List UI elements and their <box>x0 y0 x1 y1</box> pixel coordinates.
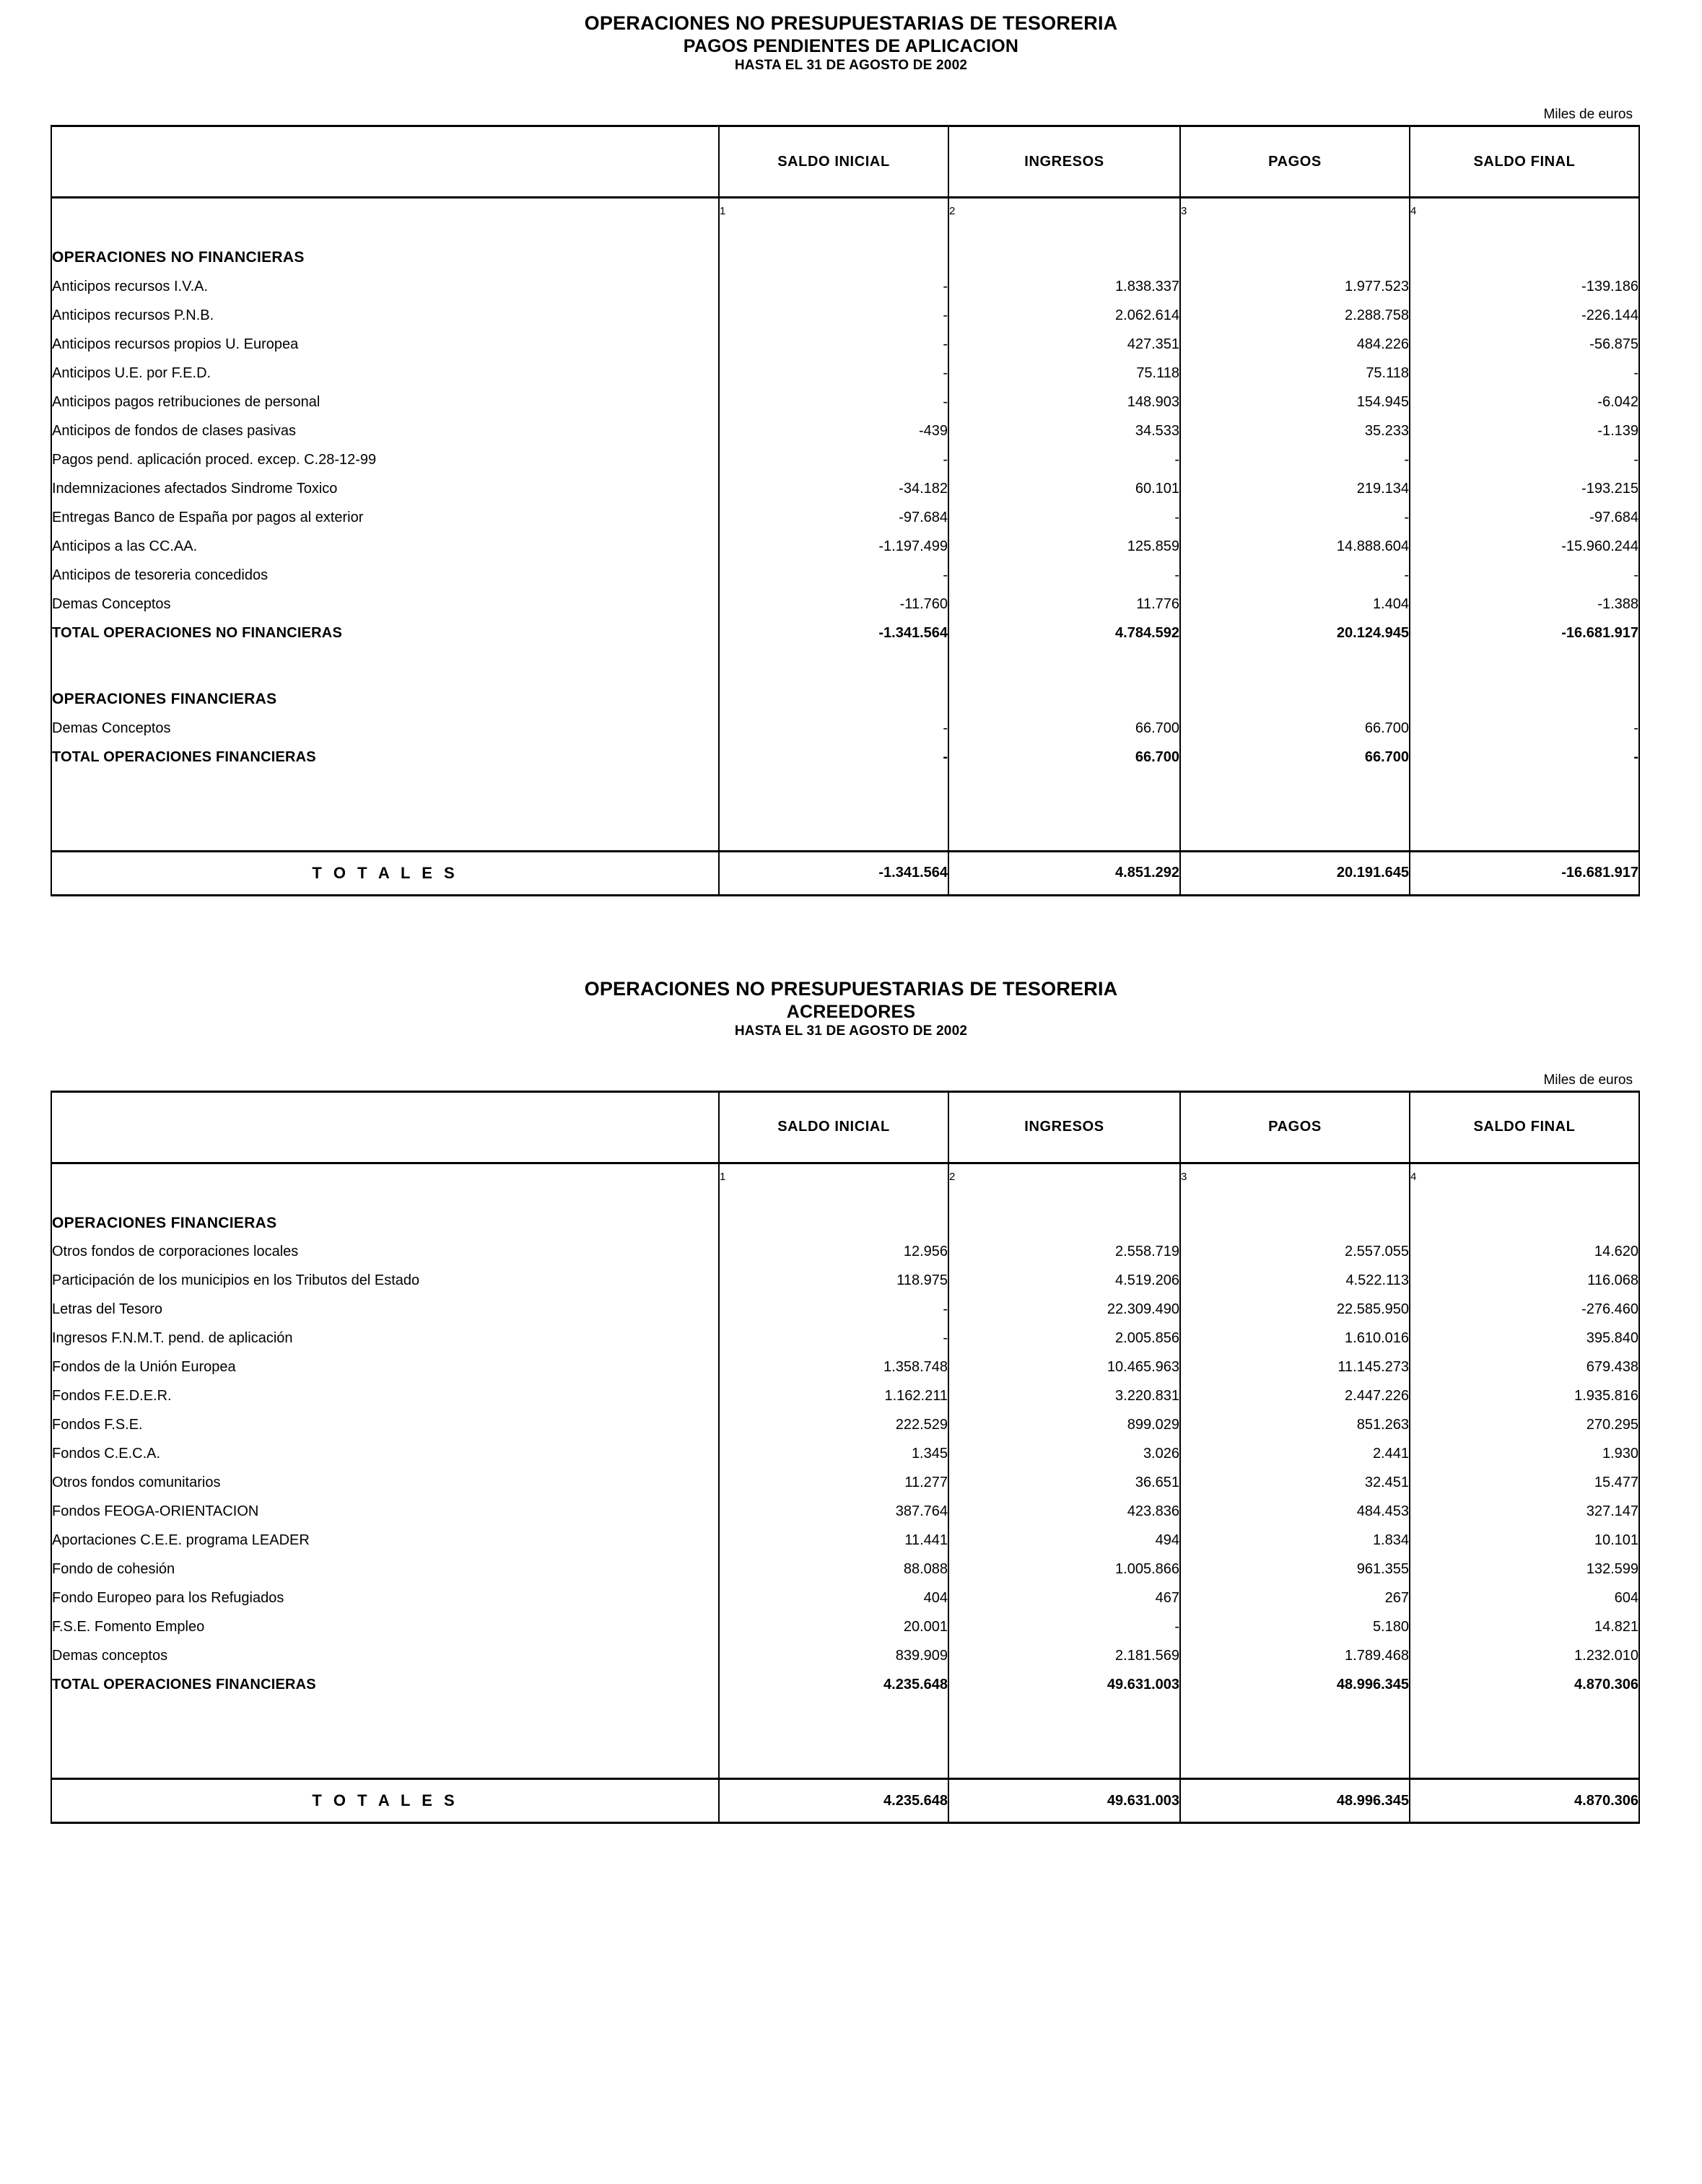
report-1-title-block <box>0 0 1702 75</box>
empty-cell <box>719 685 948 714</box>
frame-bottom-row <box>51 894 1639 896</box>
cell-saldo-final: 327.147 <box>1410 1498 1639 1526</box>
column-number-3: 3 <box>1180 1163 1410 1190</box>
cell-ingresos: 36.651 <box>948 1469 1180 1498</box>
table-row <box>51 1584 1639 1613</box>
cell-saldo-inicial: - <box>719 1324 948 1353</box>
section-total-ingresos: 49.631.003 <box>948 1671 1180 1700</box>
table-row <box>51 1296 1639 1324</box>
column-number-blank <box>51 1163 719 1190</box>
report-1-title-line-1: OPERACIONES NO PRESUPUESTARIAS DE TESORERIA <box>584 12 1118 34</box>
row-label: Participación de los municipios en los Tributos del Estado <box>51 1267 719 1296</box>
section-total-saldo-inicial: 4.235.648 <box>719 1671 948 1700</box>
cell-pagos: 14.888.604 <box>1180 532 1410 561</box>
cell-saldo-inicial: 222.529 <box>719 1411 948 1440</box>
section-total-pagos: 20.124.945 <box>1180 619 1410 647</box>
column-header-saldo-final: SALDO FINAL <box>1410 1091 1639 1163</box>
cell-saldo-inicial: - <box>719 359 948 388</box>
grand-total-saldo-inicial: 4.235.648 <box>719 1779 948 1822</box>
cell-pagos: - <box>1180 561 1410 590</box>
grand-total-saldo-inicial: -1.341.564 <box>719 851 948 894</box>
section-heading-operaciones-no-financieras: OPERACIONES NO FINANCIERAS <box>51 243 719 272</box>
table-row <box>51 1469 1639 1498</box>
cell-pagos: 1.834 <box>1180 1526 1410 1555</box>
header-blank-cell <box>51 1091 719 1163</box>
cell-ingresos: 3.220.831 <box>948 1382 1180 1411</box>
report-2-title-block <box>0 977 1702 1041</box>
cell-saldo-final: - <box>1410 359 1639 388</box>
table-row <box>51 1440 1639 1469</box>
column-number-2: 2 <box>948 198 1180 225</box>
cell-saldo-inicial: - <box>719 301 948 330</box>
cell-pagos: 11.145.273 <box>1180 1353 1410 1382</box>
cell-saldo-final: 116.068 <box>1410 1267 1639 1296</box>
cell-ingresos: 427.351 <box>948 330 1180 359</box>
cell-saldo-inicial: 88.088 <box>719 1555 948 1584</box>
table-row <box>51 1353 1639 1382</box>
column-number-row <box>51 1163 1639 1190</box>
empty-cell <box>1180 1209 1410 1238</box>
table-header-row <box>51 1091 1639 1163</box>
cell-pagos: 851.263 <box>1180 1411 1410 1440</box>
table-row <box>51 388 1639 416</box>
cell-pagos: 1.610.016 <box>1180 1324 1410 1353</box>
row-label: Otros fondos comunitarios <box>51 1469 719 1498</box>
row-label: Anticipos recursos I.V.A. <box>51 272 719 301</box>
column-header-pagos: PAGOS <box>1180 1091 1410 1163</box>
report-1-units-caption: Miles de euros <box>1543 107 1633 123</box>
cell-saldo-inicial: 1.162.211 <box>719 1382 948 1411</box>
empty-cell <box>719 243 948 272</box>
table-row <box>51 474 1639 503</box>
cell-ingresos: 22.309.490 <box>948 1296 1180 1324</box>
row-label: Anticipos de tesoreria concedidos <box>51 561 719 590</box>
cell-ingresos: - <box>948 1613 1180 1642</box>
frame-bottom-row <box>51 1822 1639 1823</box>
column-number-row <box>51 198 1639 225</box>
cell-saldo-inicial: 118.975 <box>719 1267 948 1296</box>
row-label: Anticipos recursos P.N.B. <box>51 301 719 330</box>
empty-cell <box>1410 1209 1639 1238</box>
cell-pagos: 267 <box>1180 1584 1410 1613</box>
spacer-row <box>51 647 1639 685</box>
cell-saldo-inicial: -97.684 <box>719 503 948 532</box>
cell-saldo-final: -56.875 <box>1410 330 1639 359</box>
spacer-row <box>51 1190 1639 1209</box>
report-2-units-caption: Miles de euros <box>1543 1072 1633 1088</box>
cell-ingresos: - <box>948 561 1180 590</box>
report-2-title-line-3: HASTA EL 31 DE AGOSTO DE 2002 <box>734 1023 968 1039</box>
empty-cell <box>1410 685 1639 714</box>
cell-saldo-inicial: 404 <box>719 1584 948 1613</box>
cell-ingresos: 423.836 <box>948 1498 1180 1526</box>
cell-saldo-inicial: 839.909 <box>719 1642 948 1671</box>
cell-ingresos: 75.118 <box>948 359 1180 388</box>
table-row <box>51 532 1639 561</box>
row-label: Entregas Banco de España por pagos al exterior <box>51 503 719 532</box>
section-total-pagos: 48.996.345 <box>1180 1671 1410 1700</box>
cell-saldo-final: -97.684 <box>1410 503 1639 532</box>
cell-saldo-inicial: 12.956 <box>719 1238 948 1267</box>
cell-saldo-final: - <box>1410 714 1639 743</box>
cell-saldo-final: -193.215 <box>1410 474 1639 503</box>
section-total-row <box>51 743 1639 772</box>
row-label: F.S.E. Fomento Empleo <box>51 1613 719 1642</box>
cell-saldo-final: 270.295 <box>1410 1411 1639 1440</box>
grand-total-ingresos: 4.851.292 <box>948 851 1180 894</box>
cell-pagos: 2.447.226 <box>1180 1382 1410 1411</box>
section-total-label: TOTAL OPERACIONES FINANCIERAS <box>51 743 719 772</box>
section-total-ingresos: 4.784.592 <box>948 619 1180 647</box>
section-total-saldo-final: 4.870.306 <box>1410 1671 1639 1700</box>
cell-ingresos: 3.026 <box>948 1440 1180 1469</box>
row-label: Fondos de la Unión Europea <box>51 1353 719 1382</box>
table-row <box>51 1613 1639 1642</box>
cell-saldo-inicial: -11.760 <box>719 590 948 619</box>
cell-pagos: 961.355 <box>1180 1555 1410 1584</box>
report-1-title-line-2: PAGOS PENDIENTES DE APLICACION <box>683 35 1019 56</box>
cell-pagos: 1.977.523 <box>1180 272 1410 301</box>
table-row <box>51 1642 1639 1671</box>
cell-saldo-inicial: - <box>719 714 948 743</box>
cell-pagos: 2.288.758 <box>1180 301 1410 330</box>
cell-saldo-final: -276.460 <box>1410 1296 1639 1324</box>
table-row <box>51 1555 1639 1584</box>
cell-ingresos: 10.465.963 <box>948 1353 1180 1382</box>
cell-pagos: 75.118 <box>1180 359 1410 388</box>
grand-total-pagos: 20.191.645 <box>1180 851 1410 894</box>
cell-saldo-final: 132.599 <box>1410 1555 1639 1584</box>
column-header-saldo-inicial: SALDO INICIAL <box>719 1091 948 1163</box>
empty-cell <box>948 243 1180 272</box>
table-header-row <box>51 126 1639 198</box>
cell-saldo-final: 1.930 <box>1410 1440 1639 1469</box>
table-row <box>51 1411 1639 1440</box>
report-1-table-wrap <box>0 125 1702 896</box>
cell-pagos: - <box>1180 445 1410 474</box>
section-heading-operaciones-financieras: OPERACIONES FINANCIERAS <box>51 1209 719 1238</box>
column-number-1: 1 <box>719 1163 948 1190</box>
column-number-3: 3 <box>1180 198 1410 225</box>
empty-cell <box>948 1209 1180 1238</box>
cell-saldo-final: -139.186 <box>1410 272 1639 301</box>
table-row <box>51 301 1639 330</box>
report-1-table <box>51 125 1640 896</box>
report-2-table <box>51 1091 1640 1825</box>
column-header-saldo-inicial: SALDO INICIAL <box>719 126 948 198</box>
column-number-blank <box>51 198 719 225</box>
row-label: Demas Conceptos <box>51 590 719 619</box>
table-row <box>51 503 1639 532</box>
cell-ingresos: 34.533 <box>948 416 1180 445</box>
report-2-table-wrap <box>0 1091 1702 1825</box>
table-row <box>51 590 1639 619</box>
grand-total-label: T O T A L E S <box>51 1779 719 1822</box>
row-label: Fondo Europeo para los Refugiados <box>51 1584 719 1613</box>
spacer-row <box>51 1700 1639 1779</box>
cell-saldo-inicial: 1.345 <box>719 1440 948 1469</box>
cell-saldo-inicial: - <box>719 272 948 301</box>
report-2-title-line-1: OPERACIONES NO PRESUPUESTARIAS DE TESORERIA <box>584 977 1118 1000</box>
grand-total-row <box>51 851 1639 894</box>
header-blank-cell <box>51 126 719 198</box>
row-label: Anticipos a las CC.AA. <box>51 532 719 561</box>
row-label: Ingresos F.N.M.T. pend. de aplicación <box>51 1324 719 1353</box>
report-separator <box>0 896 1702 977</box>
table-row <box>51 330 1639 359</box>
cell-saldo-inicial: 11.277 <box>719 1469 948 1498</box>
report-2-title-line-2: ACREEDORES <box>786 1001 916 1022</box>
cell-saldo-final: 10.101 <box>1410 1526 1639 1555</box>
cell-ingresos: 125.859 <box>948 532 1180 561</box>
cell-pagos: 22.585.950 <box>1180 1296 1410 1324</box>
report-1-title-line-3: HASTA EL 31 DE AGOSTO DE 2002 <box>734 58 968 74</box>
table-row <box>51 359 1639 388</box>
section-total-saldo-inicial: -1.341.564 <box>719 619 948 647</box>
cell-saldo-inicial: -34.182 <box>719 474 948 503</box>
cell-pagos: 219.134 <box>1180 474 1410 503</box>
empty-cell <box>1180 243 1410 272</box>
cell-saldo-final: -15.960.244 <box>1410 532 1639 561</box>
cell-ingresos: 148.903 <box>948 388 1180 416</box>
cell-pagos: 484.226 <box>1180 330 1410 359</box>
cell-saldo-final: 604 <box>1410 1584 1639 1613</box>
cell-pagos: 32.451 <box>1180 1469 1410 1498</box>
cell-ingresos: 1.838.337 <box>948 272 1180 301</box>
cell-ingresos: 60.101 <box>948 474 1180 503</box>
cell-saldo-inicial: -1.197.499 <box>719 532 948 561</box>
table-row <box>51 416 1639 445</box>
cell-pagos: 35.233 <box>1180 416 1410 445</box>
cell-saldo-final: - <box>1410 445 1639 474</box>
cell-pagos: 1.404 <box>1180 590 1410 619</box>
section-total-label: TOTAL OPERACIONES FINANCIERAS <box>51 1671 719 1700</box>
cell-pagos: 2.441 <box>1180 1440 1410 1469</box>
cell-saldo-inicial: 1.358.748 <box>719 1353 948 1382</box>
cell-pagos: 5.180 <box>1180 1613 1410 1642</box>
cell-saldo-inicial: -439 <box>719 416 948 445</box>
cell-ingresos: 4.519.206 <box>948 1267 1180 1296</box>
spacer-row <box>51 224 1639 243</box>
row-label: Aportaciones C.E.E. programa LEADER <box>51 1526 719 1555</box>
cell-ingresos: 2.005.856 <box>948 1324 1180 1353</box>
column-number-4: 4 <box>1410 1163 1639 1190</box>
cell-ingresos: 1.005.866 <box>948 1555 1180 1584</box>
row-label: Indemnizaciones afectados Sindrome Toxico <box>51 474 719 503</box>
row-label: Anticipos de fondos de clases pasivas <box>51 416 719 445</box>
table-row <box>51 561 1639 590</box>
cell-pagos: 1.789.468 <box>1180 1642 1410 1671</box>
cell-ingresos: - <box>948 445 1180 474</box>
cell-saldo-final: -6.042 <box>1410 388 1639 416</box>
empty-cell <box>1410 243 1639 272</box>
empty-cell <box>1180 685 1410 714</box>
table-row <box>51 1238 1639 1267</box>
cell-pagos: 484.453 <box>1180 1498 1410 1526</box>
row-label: Letras del Tesoro <box>51 1296 719 1324</box>
cell-saldo-inicial: 387.764 <box>719 1498 948 1526</box>
row-label: Fondos C.E.C.A. <box>51 1440 719 1469</box>
row-label: Anticipos pagos retribuciones de personal <box>51 388 719 416</box>
column-header-ingresos: INGRESOS <box>948 1091 1180 1163</box>
table-row <box>51 1498 1639 1526</box>
cell-ingresos: 2.062.614 <box>948 301 1180 330</box>
section-total-pagos: 66.700 <box>1180 743 1410 772</box>
section-heading-row <box>51 1209 1639 1238</box>
section-heading-row <box>51 243 1639 272</box>
table-row <box>51 1526 1639 1555</box>
empty-cell <box>719 1209 948 1238</box>
cell-ingresos: 467 <box>948 1584 1180 1613</box>
section-total-row <box>51 1671 1639 1700</box>
section-total-saldo-final: -16.681.917 <box>1410 619 1639 647</box>
table-row <box>51 1267 1639 1296</box>
cell-saldo-inicial: 11.441 <box>719 1526 948 1555</box>
cell-pagos: 154.945 <box>1180 388 1410 416</box>
cell-ingresos: 2.181.569 <box>948 1642 1180 1671</box>
empty-cell <box>948 685 1180 714</box>
column-header-ingresos: INGRESOS <box>948 126 1180 198</box>
cell-saldo-final: 1.232.010 <box>1410 1642 1639 1671</box>
cell-saldo-final: 679.438 <box>1410 1353 1639 1382</box>
cell-pagos: 66.700 <box>1180 714 1410 743</box>
cell-saldo-final: 14.620 <box>1410 1238 1639 1267</box>
column-number-2: 2 <box>948 1163 1180 1190</box>
cell-saldo-inicial: - <box>719 561 948 590</box>
section-total-label: TOTAL OPERACIONES NO FINANCIERAS <box>51 619 719 647</box>
cell-saldo-inicial: - <box>719 445 948 474</box>
cell-ingresos: 494 <box>948 1526 1180 1555</box>
cell-saldo-inicial: - <box>719 388 948 416</box>
row-label: Anticipos U.E. por F.E.D. <box>51 359 719 388</box>
section-total-ingresos: 66.700 <box>948 743 1180 772</box>
cell-pagos: - <box>1180 503 1410 532</box>
row-label: Fondo de cohesión <box>51 1555 719 1584</box>
section-heading-row <box>51 685 1639 714</box>
column-number-1: 1 <box>719 198 948 225</box>
cell-saldo-final: -226.144 <box>1410 301 1639 330</box>
cell-saldo-inicial: 20.001 <box>719 1613 948 1642</box>
cell-saldo-final: 1.935.816 <box>1410 1382 1639 1411</box>
grand-total-pagos: 48.996.345 <box>1180 1779 1410 1822</box>
table-row <box>51 1382 1639 1411</box>
column-number-4: 4 <box>1410 198 1639 225</box>
row-label: Otros fondos de corporaciones locales <box>51 1238 719 1267</box>
cell-saldo-final: -1.388 <box>1410 590 1639 619</box>
cell-ingresos: 899.029 <box>948 1411 1180 1440</box>
grand-total-row <box>51 1779 1639 1822</box>
cell-saldo-inicial: - <box>719 330 948 359</box>
row-label: Fondos FEOGA-ORIENTACION <box>51 1498 719 1526</box>
column-header-pagos: PAGOS <box>1180 126 1410 198</box>
cell-ingresos: 11.776 <box>948 590 1180 619</box>
section-total-saldo-inicial: - <box>719 743 948 772</box>
cell-ingresos: - <box>948 503 1180 532</box>
grand-total-saldo-final: 4.870.306 <box>1410 1779 1639 1822</box>
row-label: Demas conceptos <box>51 1642 719 1671</box>
grand-total-ingresos: 49.631.003 <box>948 1779 1180 1822</box>
row-label: Fondos F.S.E. <box>51 1411 719 1440</box>
row-label: Fondos F.E.D.E.R. <box>51 1382 719 1411</box>
grand-total-label: T O T A L E S <box>51 851 719 894</box>
table-row <box>51 272 1639 301</box>
cell-ingresos: 2.558.719 <box>948 1238 1180 1267</box>
section-heading-operaciones-financieras: OPERACIONES FINANCIERAS <box>51 685 719 714</box>
cell-pagos: 2.557.055 <box>1180 1238 1410 1267</box>
grand-total-saldo-final: -16.681.917 <box>1410 851 1639 894</box>
row-label: Demas Conceptos <box>51 714 719 743</box>
column-header-saldo-final: SALDO FINAL <box>1410 126 1639 198</box>
table-row <box>51 714 1639 743</box>
cell-saldo-final: 395.840 <box>1410 1324 1639 1353</box>
row-label: Pagos pend. aplicación proced. excep. C.28-12-99 <box>51 445 719 474</box>
cell-saldo-final: 14.821 <box>1410 1613 1639 1642</box>
cell-saldo-inicial: - <box>719 1296 948 1324</box>
table-row <box>51 1324 1639 1353</box>
cell-saldo-final: 15.477 <box>1410 1469 1639 1498</box>
cell-ingresos: 66.700 <box>948 714 1180 743</box>
spacer-row <box>51 772 1639 851</box>
table-row <box>51 445 1639 474</box>
cell-pagos: 4.522.113 <box>1180 1267 1410 1296</box>
cell-saldo-final: - <box>1410 561 1639 590</box>
section-total-saldo-final: - <box>1410 743 1639 772</box>
section-total-row <box>51 619 1639 647</box>
row-label: Anticipos recursos propios U. Europea <box>51 330 719 359</box>
cell-saldo-final: -1.139 <box>1410 416 1639 445</box>
